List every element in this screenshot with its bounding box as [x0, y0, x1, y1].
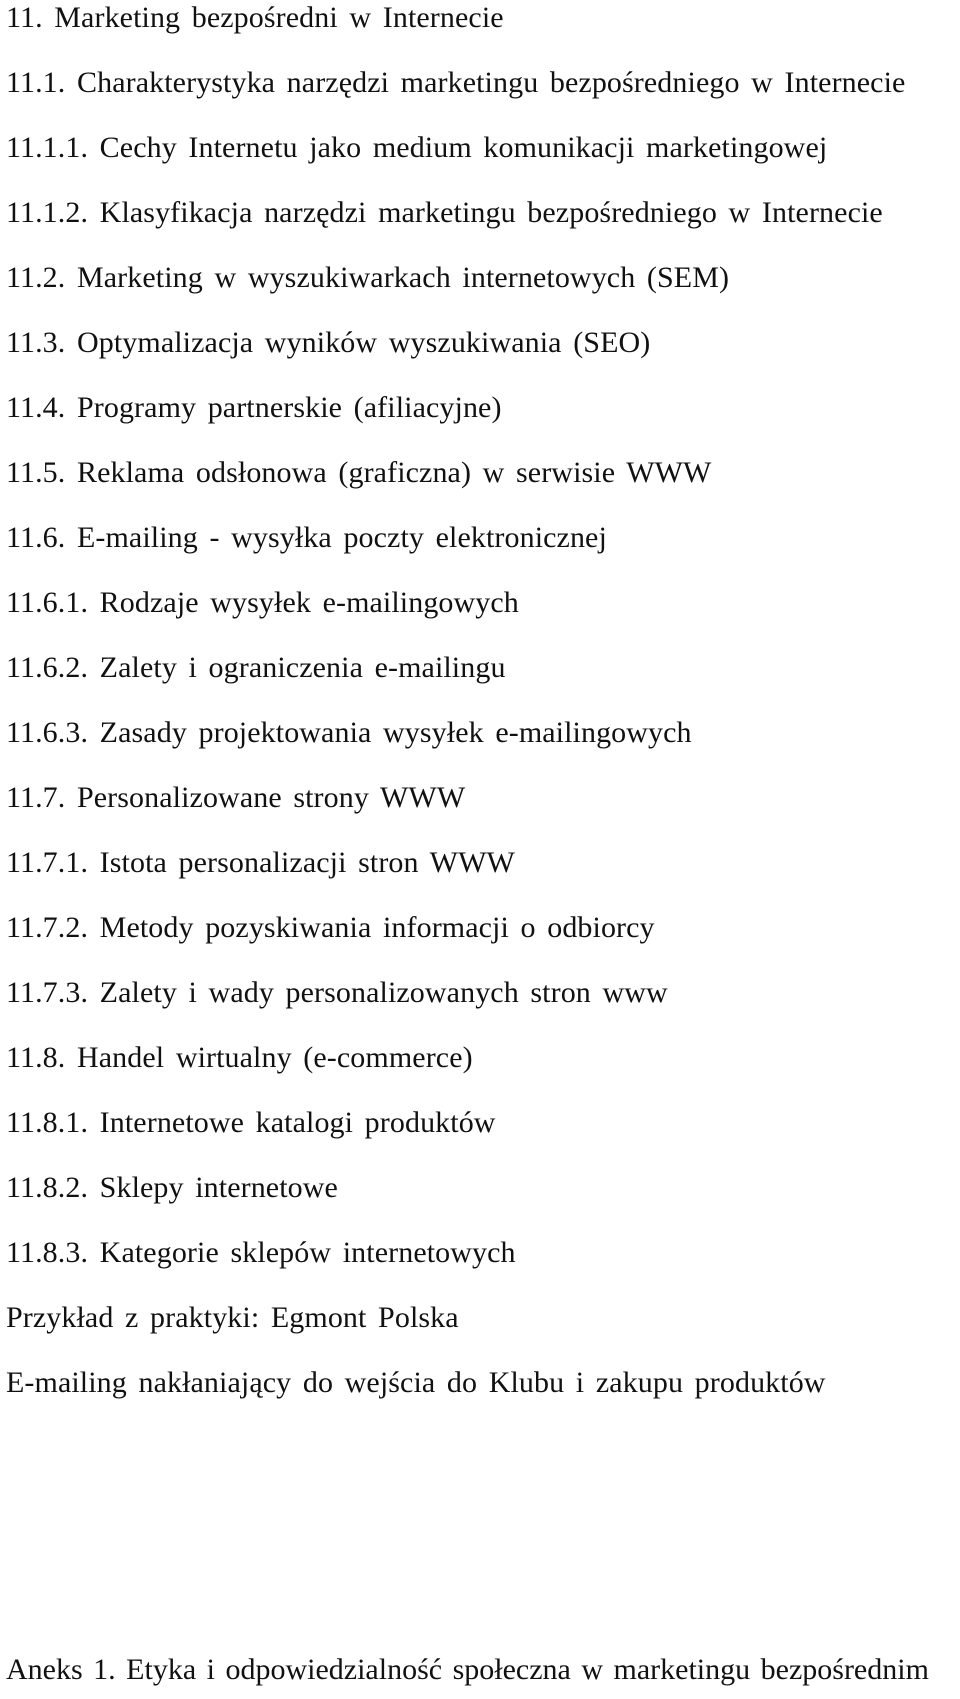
toc-entry: 11.1.2. Klasyfikacja narzędzi marketingu bezpośredniego w Internecie — [6, 196, 883, 229]
toc-entry: 11.7.3. Zalety i wady personalizowanych stron www — [6, 976, 668, 1009]
toc-entry: 11.7.2. Metody pozyskiwania informacji o odbiorcy — [6, 911, 655, 944]
toc-entry: Przykład z praktyki: Egmont Polska — [6, 1301, 459, 1334]
annex-heading: Aneks 1. Etyka i odpowiedzialność społeczna w marketingu bezpośrednim — [6, 1653, 929, 1686]
toc-entry: E-mailing nakłaniający do wejścia do Klubu i zakupu produktów — [6, 1366, 826, 1399]
toc-entry: 11.1.1. Cechy Internetu jako medium komunikacji marketingowej — [6, 131, 828, 164]
toc-entry: 11.8. Handel wirtualny (e-commerce) — [6, 1041, 473, 1074]
toc-entry: 11.8.2. Sklepy internetowe — [6, 1171, 338, 1204]
toc-entry: 11.7.1. Istota personalizacji stron WWW — [6, 846, 515, 879]
toc-entry: 11.2. Marketing w wyszukiwarkach internetowych (SEM) — [6, 261, 730, 294]
toc-entry: 11.1. Charakterystyka narzędzi marketingu bezpośredniego w Internecie — [6, 66, 906, 99]
toc-entry: 11.6. E-mailing - wysyłka poczty elektronicznej — [6, 521, 607, 554]
toc-entry: 11.6.3. Zasady projektowania wysyłek e-mailingowych — [6, 716, 692, 749]
toc-entry: 11.8.1. Internetowe katalogi produktów — [6, 1106, 496, 1139]
toc-entry: 11. Marketing bezpośredni w Internecie — [6, 1, 504, 34]
toc-entry: 11.5. Reklama odsłonowa (graficzna) w serwisie WWW — [6, 456, 712, 489]
toc-entry: 11.8.3. Kategorie sklepów internetowych — [6, 1236, 516, 1269]
toc-entry: 11.4. Programy partnerskie (afiliacyjne) — [6, 391, 502, 424]
toc-entry: 11.7. Personalizowane strony WWW — [6, 781, 466, 814]
toc-entry: 11.3. Optymalizacja wyników wyszukiwania (SEO) — [6, 326, 651, 359]
toc-entry: 11.6.2. Zalety i ograniczenia e-mailingu — [6, 651, 506, 684]
toc-entry: 11.6.1. Rodzaje wysyłek e-mailingowych — [6, 586, 519, 619]
